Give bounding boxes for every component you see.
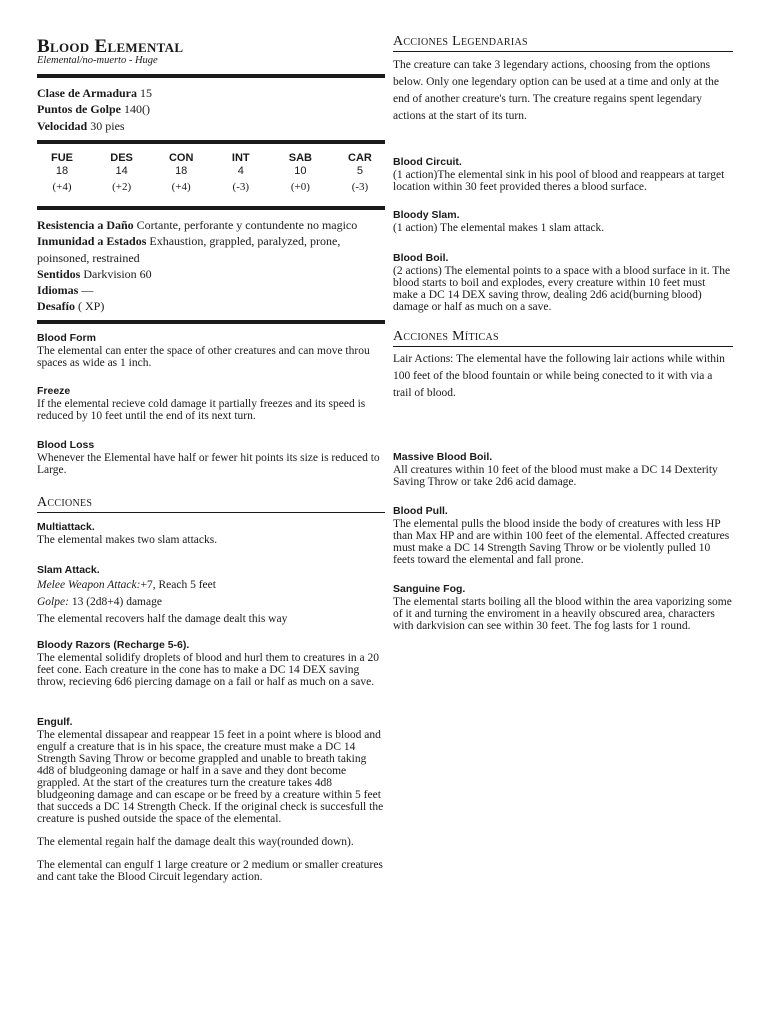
action-name: Engulf. [37, 716, 73, 728]
ability-score: 10 [294, 165, 307, 177]
mythic-blood-pull [393, 504, 733, 566]
legendary-text: (1 action)The elemental sink in his pool of blood and reappears at target location within 30 feet provided theres a blood surface. [393, 169, 725, 193]
action-text: The elemental solidify droplets of blood and hurl them to creatures in a 20 feet cone. Each creature in the cone has to make a DC 14 DEX saving throw, recieving 6d6 piercing damage on a fail or half as much on a save. [37, 652, 380, 688]
slam-hit-value: 13 (2d8+4) damage [71, 596, 162, 608]
divider-rule [37, 206, 385, 210]
slam-extra-text: The elemental recovers half the damage dealt this way [37, 613, 288, 625]
damage-resistances-value: Cortante, perforante y contundente no magico [136, 218, 358, 232]
action-text: The elemental makes two slam attacks. [37, 534, 218, 546]
mythic-text: The elemental pulls the blood inside the body of creatures with less HP than Max HP and are within 100 feet of the elemental. Affected creatures must make a DC 14 Strength Saving Throw or be violently pulled 10 feets toward the elemental and fall prone. [393, 518, 730, 566]
damage-resistances-label: Resistencia a Daño [37, 218, 134, 232]
mythic-text: All creatures within 10 feet of the blood must make a DC 14 Dexterity Saving Throw or take 2d6 acid damage. [393, 464, 718, 488]
ability-score: 18 [55, 165, 69, 177]
trait-blood-loss [37, 438, 385, 476]
trait-text: Whenever the Elemental have half or fewer hit points its size is reduced to Large. [37, 452, 380, 476]
mythic-name: Sanguine Fog. [393, 583, 466, 595]
action-name: Slam Attack. [37, 564, 100, 576]
legendary-blood-circuit [393, 155, 733, 193]
hit-points [37, 101, 150, 117]
ability-int [216, 151, 266, 195]
ability-modifier: (+4) [52, 181, 72, 193]
actions-heading: Acciones [37, 495, 385, 513]
divider-rule [37, 320, 385, 324]
divider-rule [37, 74, 385, 78]
legendary-name: Blood Boil. [393, 252, 449, 264]
trait-blood-form [37, 331, 385, 369]
divider-rule [37, 140, 385, 144]
ability-name: DES [110, 152, 133, 164]
challenge [37, 298, 104, 314]
mythic-name: Blood Pull. [393, 505, 448, 517]
slam-hit-label: Golpe: [37, 596, 69, 608]
speed-value: 30 pies [90, 119, 125, 133]
action-name: Bloody Razors (Recharge 5-6). [37, 639, 190, 651]
mythic-text: The elemental starts boiling all the blood within the area vaporizing some of it and turning the enviroment in a heavily obscured area, characters with darkvision can see within 30 feet. The fog lasts for 1 round. [393, 596, 732, 632]
ability-score: 5 [356, 165, 364, 177]
ability-dex [97, 151, 147, 195]
action-multiattack [37, 520, 385, 546]
condition-immunities-value: Exhaustion, grappled, paralyzed, prone, poinsoned, restrained [37, 234, 341, 265]
hit-points-label: Puntos de Golpe [37, 102, 122, 116]
trait-text: If the elemental recieve cold damage it partially freezes and its speed is reduced by 10 feet until the end of its next turn. [37, 398, 366, 422]
armor-class-value: 15 [140, 86, 152, 100]
monster-name: Blood Elemental [37, 36, 184, 57]
action-engulf [37, 715, 385, 883]
mythic-massive-blood-boil [393, 450, 733, 488]
engulf-text-1: The elemental dissapear and reappear 15 feet in a point where is blood and engulf a creature that is in his space, the creature must make a DC 14 Strength Saving Throw or become grappled and unable to breath taking 4d8 of bludgeoning damage or half in a save and they dont become grappled. At the start of the creatures turn the creature takes 4d8 bludgeoning damage and can escape or be freed by a creature within 5 feet that succeds a DC 14 Strength Check. If the original check is succesfull the creature is pushed outside the space of the elemental. [37, 729, 384, 825]
condition-immunities-label: Inmunidad a Estados [37, 234, 147, 248]
trait-name: Blood Loss [37, 439, 95, 451]
trait-name: Blood Form [37, 332, 96, 344]
challenge-label: Desafío [37, 299, 75, 313]
ability-name: CON [168, 152, 194, 164]
mythic-intro: Lair Actions: The elemental have the following lair actions while within 100 feet of the blood fountain or while being conected to it with via a trail of blood. [393, 353, 725, 399]
engulf-text-3: The elemental can engulf 1 large creature or 2 medium or smaller creatures and cant take the Blood Circuit legendary action. [37, 859, 383, 883]
languages-value: — [81, 283, 94, 297]
ability-con [156, 151, 206, 195]
slam-hit-line [37, 594, 385, 611]
languages-label: Idiomas [37, 283, 79, 297]
action-name: Multiattack. [37, 521, 95, 533]
armor-class [37, 85, 152, 101]
ability-cha [335, 151, 385, 195]
ability-name: SAB [288, 152, 312, 164]
trait-freeze [37, 384, 385, 422]
legendary-name: Bloody Slam. [393, 209, 460, 221]
legendary-intro: The creature can take 3 legendary actions, choosing from the options below. Only one legendary option can be used at a time and only at the end of another creature's turn. The creature regains spent legendary actions at the start of its turn. [393, 59, 719, 122]
ability-modifier: (+4) [171, 181, 191, 193]
challenge-value: ( XP) [78, 299, 105, 313]
monster-subtitle: Elemental/no-muerto - Huge [37, 55, 158, 66]
legendary-heading: Acciones Legendarias [393, 34, 733, 52]
engulf-text-2: The elemental regain half the damage dealt this way(rounded down). [37, 836, 354, 848]
damage-resistances [37, 217, 385, 233]
legendary-text: (1 action) The elemental makes 1 slam attack. [393, 222, 605, 234]
ability-name: FUE [51, 152, 73, 164]
slam-attack-value: +7, Reach 5 feet [140, 579, 216, 591]
trait-name: Freeze [37, 385, 71, 397]
languages [37, 282, 93, 298]
legendary-name: Blood Circuit. [393, 156, 462, 168]
armor-class-label: Clase de Armadura [37, 86, 137, 100]
senses-value: Darkvision 60 [83, 267, 152, 281]
senses [37, 266, 152, 282]
action-bloody-razors [37, 638, 385, 688]
ability-scores [37, 151, 385, 195]
slam-attack-label: Melee Weapon Attack: [37, 579, 141, 591]
legendary-bloody-slam [393, 208, 733, 234]
ability-score: 14 [115, 165, 128, 177]
ability-str [37, 151, 87, 195]
ability-modifier: (-3) [351, 181, 369, 193]
ability-modifier: (+2) [112, 181, 132, 193]
condition-immunities [37, 233, 385, 267]
legendary-blood-boil [393, 251, 733, 313]
action-slam [37, 563, 385, 628]
hit-points-value: 140() [124, 102, 151, 116]
legendary-text: (2 actions) The elemental points to a space with a blood surface in it. The blood starts to boil and explodes, every creature within 10 feet must make a DC 14 DEX saving throw, dealing 2d6 acid(burning blood) damage or half as much on a save. [393, 265, 731, 313]
ability-name: CAR [348, 152, 372, 164]
ability-score: 18 [175, 165, 188, 177]
ability-score: 4 [237, 165, 244, 177]
speed [37, 118, 125, 134]
senses-label: Sentidos [37, 267, 81, 281]
ability-wis [275, 151, 325, 195]
slam-attack-line [37, 577, 385, 594]
speed-label: Velocidad [37, 119, 88, 133]
mythic-name: Massive Blood Boil. [393, 451, 493, 463]
ability-modifier: (+0) [290, 181, 310, 193]
mythic-heading: Acciones Míticas [393, 329, 733, 347]
ability-modifier: (-3) [232, 181, 250, 193]
mythic-sanguine-fog [393, 582, 733, 632]
trait-text: The elemental can enter the space of other creatures and can move throu spaces as wide as 1 inch. [37, 345, 370, 369]
ability-name: INT [231, 152, 250, 164]
